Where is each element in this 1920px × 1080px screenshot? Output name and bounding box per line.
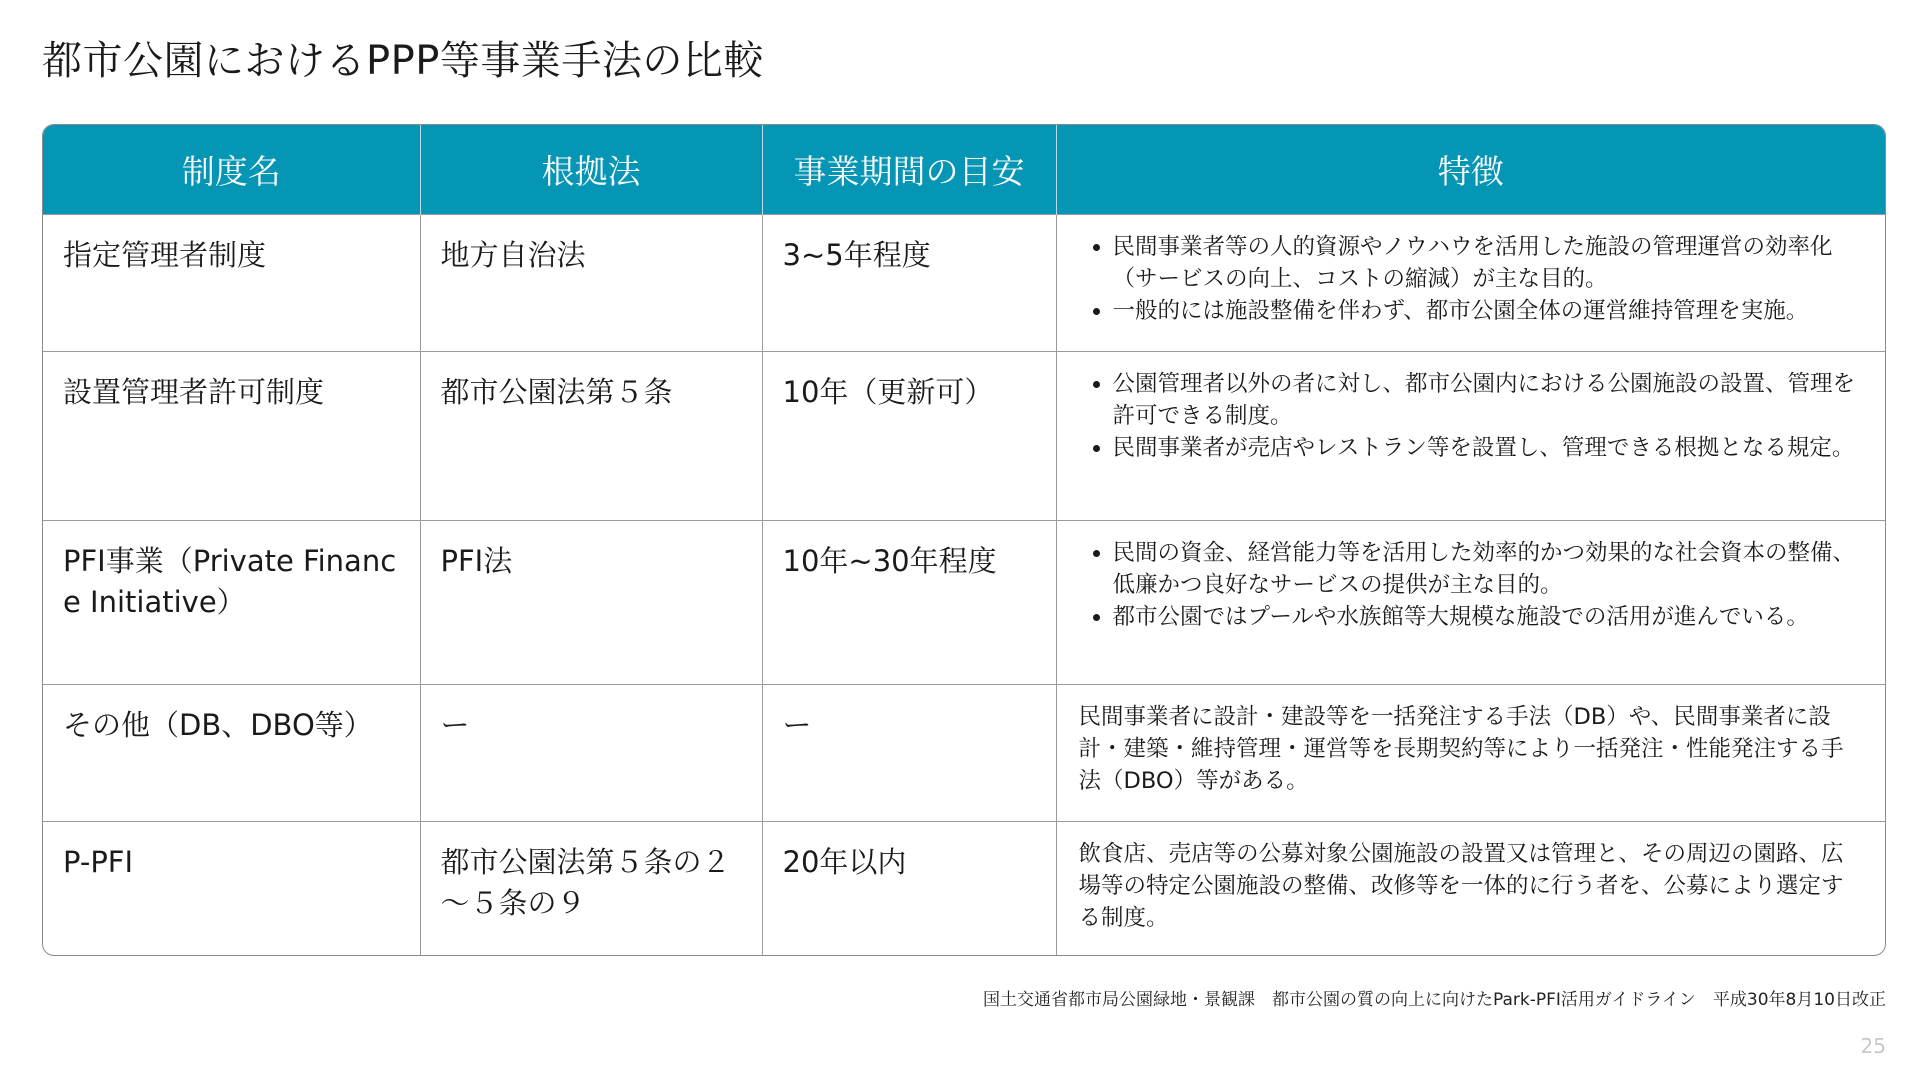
feature-bullet: 都市公園ではプールや水族館等大規模な施設での活用が進んでいる。 <box>1113 601 1860 633</box>
cell-period: 20年以内 <box>762 821 1056 956</box>
cell-features <box>1056 684 1885 821</box>
source-citation: 国土交通省都市局公園緑地・景観課 都市公園の質の向上に向けたPark-PFI活用ガイドライン 平成30年8月10日改正 <box>983 990 1886 1010</box>
cell-features <box>1056 351 1885 520</box>
page-title: 都市公園におけるPPP等事業手法の比較 <box>42 38 764 84</box>
feature-bullet: 一般的には施設整備を伴わず、都市公園全体の運営維持管理を実施。 <box>1113 295 1860 327</box>
header-period: 事業期間の目安 <box>762 125 1056 214</box>
cell-legal-basis: 地方自治法 <box>420 214 762 351</box>
cell-features <box>1056 214 1885 351</box>
table-row <box>43 351 1885 520</box>
cell-features <box>1056 520 1885 684</box>
cell-system-name: P-PFI <box>43 821 420 956</box>
header-legal-basis: 根拠法 <box>420 125 762 214</box>
cell-legal-basis: PFI法 <box>420 520 762 684</box>
table-row <box>43 520 1885 684</box>
cell-features <box>1056 821 1885 956</box>
cell-legal-basis: ー <box>420 684 762 821</box>
table-header-row <box>43 125 1885 214</box>
cell-period: ー <box>762 684 1056 821</box>
table-row <box>43 214 1885 351</box>
cell-system-name: 指定管理者制度 <box>43 214 420 351</box>
comparison-table <box>42 124 1886 956</box>
cell-period: 10年（更新可） <box>762 351 1056 520</box>
feature-bullet: 公園管理者以外の者に対し、都市公園内における公園施設の設置、管理を許可できる制度。 <box>1113 368 1860 432</box>
cell-period: 3~5年程度 <box>762 214 1056 351</box>
feature-bullet: 民間事業者が売店やレストラン等を設置し、管理できる根拠となる規定。 <box>1113 432 1860 464</box>
cell-system-name: 設置管理者許可制度 <box>43 351 420 520</box>
feature-text: 民間事業者に設計・建設等を一括発注する手法（DB）や、民間事業者に設計・建築・維持管理・運営等を長期契約等により一括発注・性能発注する手法（DBO）等がある。 <box>1078 703 1844 794</box>
cell-period: 10年~30年程度 <box>762 520 1056 684</box>
header-features: 特徴 <box>1056 125 1885 214</box>
cell-legal-basis: 都市公園法第５条 <box>420 351 762 520</box>
cell-legal-basis: 都市公園法第５条の２～５条の９ <box>420 821 762 956</box>
table-row <box>43 821 1885 956</box>
feature-text: 飲食店、売店等の公募対象公園施設の設置又は管理と、その周辺の園路、広場等の特定公園施設の整備、改修等を一体的に行う者を、公募により選定する制度。 <box>1078 840 1844 931</box>
cell-system-name: その他（DB、DBO等） <box>43 684 420 821</box>
cell-system-name: PFI事業（Private Finance Initiative） <box>43 520 420 684</box>
header-system-name: 制度名 <box>43 125 420 214</box>
page-number: 25 <box>1860 1034 1886 1058</box>
table-row <box>43 684 1885 821</box>
feature-bullet: 民間の資金、経営能力等を活用した効率的かつ効果的な社会資本の整備、低廉かつ良好なサービスの提供が主な目的。 <box>1113 537 1860 601</box>
feature-bullet: 民間事業者等の人的資源やノウハウを活用した施設の管理運営の効率化（サービスの向上、コストの縮減）が主な目的。 <box>1113 231 1860 295</box>
